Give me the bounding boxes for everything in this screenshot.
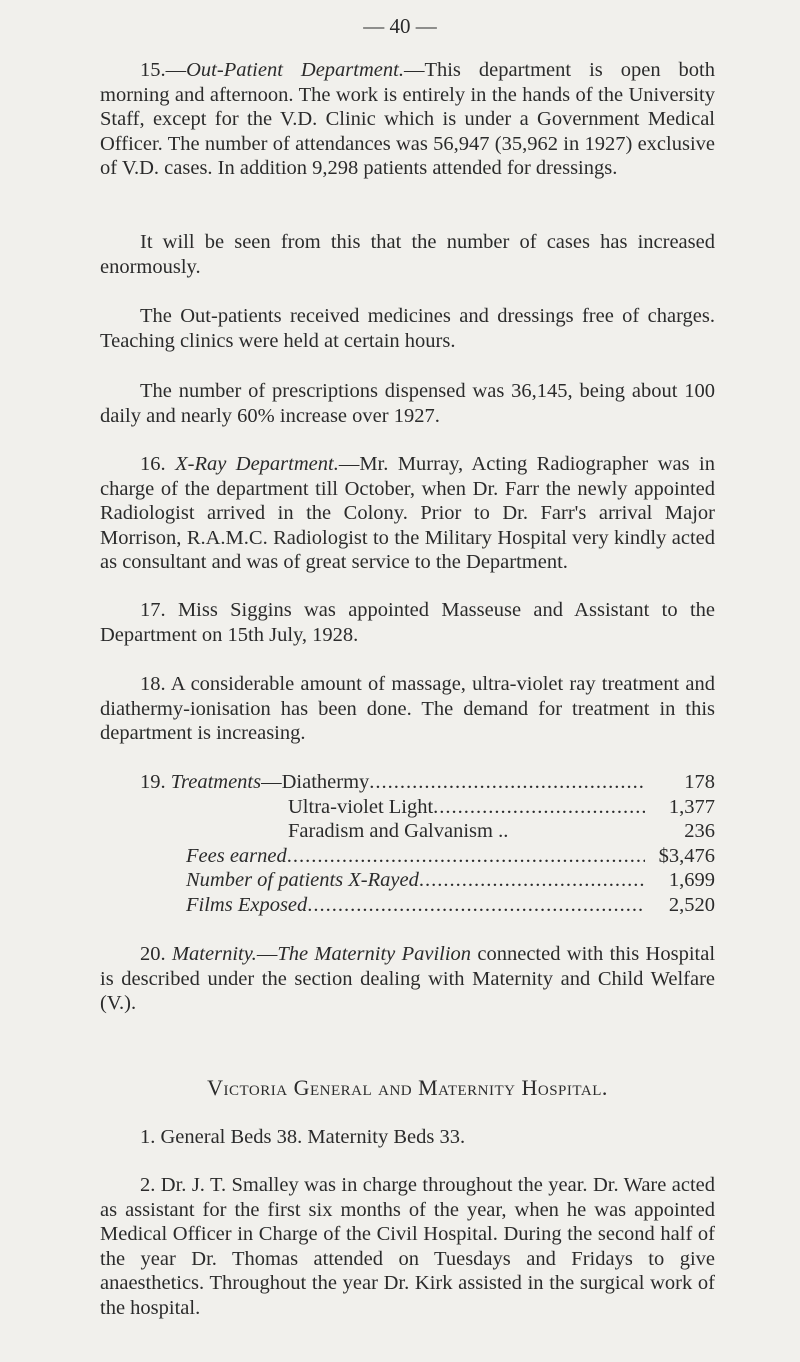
patients-value: 1,699 xyxy=(668,869,715,891)
leader-dots xyxy=(307,893,645,918)
treatment-label: Ultra-violet Light xyxy=(288,795,434,818)
paragraph-prescriptions-text: The number of prescriptions dispensed was 36,145, being about 100 daily and nearly 60% increase over 1927. xyxy=(100,380,715,427)
treatments-title: Treatments xyxy=(170,771,262,793)
fees-value: $3,476 xyxy=(658,844,715,867)
section-17 xyxy=(100,598,715,647)
films-label: Films Exposed xyxy=(186,893,308,916)
section-16-paragraph xyxy=(100,452,715,575)
paragraph-increase-text: It will be seen from this that the number of cases has increased enormously. xyxy=(100,231,715,278)
paragraph-prescriptions xyxy=(100,379,715,428)
victoria-item-1-text: 1. General Beds 38. Maternity Beds 33. xyxy=(140,1126,466,1148)
section-15-title: Out-Patient Department. xyxy=(186,59,404,81)
leader-dots xyxy=(419,868,645,893)
treatment-row xyxy=(100,819,715,844)
section-20 xyxy=(100,942,715,1016)
treatment-row xyxy=(100,770,715,795)
section-15-paragraph xyxy=(100,58,715,181)
fees-label: Fees earned xyxy=(186,844,287,867)
treatment-label: Faradism and Galvanism .. xyxy=(288,820,509,842)
leader-dots xyxy=(287,844,645,869)
section-17-text: 17. Miss Siggins was appointed Masseuse and Assistant to the Department on 15th July, 1928. xyxy=(100,599,715,646)
section-15-text: —This department is open both morning and afternoon. The work is entirely in the hands of the University Staff, except for the V.D. Clinic which is under a Government Medical Officer. The number of attendances was 56,947 (35,962 in 1927) exclusive of V.D. cases. In addition 9,298 patients attended for dressings. xyxy=(100,59,716,179)
treatment-value: 236 xyxy=(684,820,715,842)
paragraph-medicines xyxy=(100,304,715,353)
section-18-text: 18. A considerable amount of massage, ultra-violet ray treatment and diathermy-ionisation has been done. The demand for treatment in this department is increasing. xyxy=(100,673,715,744)
section-20-text: connected with this Hospital is described under the section dealing with Maternity and Child Welfare (V.). xyxy=(100,943,716,1014)
section-20-dash: — xyxy=(256,943,278,965)
section-19-number: 19. xyxy=(140,771,171,793)
section-20-title: Maternity. xyxy=(171,943,257,965)
victoria-item-1 xyxy=(100,1125,715,1150)
patients-row xyxy=(100,868,715,893)
treatment-row xyxy=(100,795,715,820)
section-16-number: 16. xyxy=(140,453,176,475)
section-15 xyxy=(100,58,715,181)
paragraph-medicines-text: The Out-patients received medicines and dressings free of charges. Teaching clinics were held at certain hours. xyxy=(100,305,715,352)
section-18 xyxy=(100,672,715,746)
section-15-number: 15.— xyxy=(140,59,187,81)
section-19-treatments xyxy=(100,770,715,917)
section-16-title: X-Ray Department. xyxy=(175,453,339,475)
section-20-paragraph xyxy=(100,942,715,1016)
page-number: — 40 — xyxy=(363,14,437,38)
paragraph-increase xyxy=(100,230,715,279)
patients-label: Number of patients X-Rayed xyxy=(186,869,419,891)
section-16 xyxy=(100,452,715,575)
treatments-dash: — xyxy=(261,771,282,793)
treatment-label: Diathermy xyxy=(281,771,370,793)
section-16-text: —Mr. Murray, Acting Radiographer was in charge of the department till October, when Dr. Farr the newly appointed Radiologist arrived in the Colony. Prior to Dr. Farr's arrival Major Morrison, R.A.M.C. Radiologist to the Military Hospital very kindly acted as consultant and was of great service to the Department. xyxy=(100,453,715,573)
hospital-heading: Victoria General and Maternity Hospital. xyxy=(207,1075,608,1100)
treatment-value: 1,377 xyxy=(668,795,715,818)
section-20-subtitle: The Maternity Pavilion xyxy=(277,943,472,965)
leader-dots xyxy=(369,770,645,795)
films-row xyxy=(100,893,715,918)
films-value: 2,520 xyxy=(668,893,715,916)
victoria-item-2-text: 2. Dr. J. T. Smalley was in charge throughout the year. Dr. Ware acted as assistant for the first six months of the year, when he was appointed Medical Officer in Charge of the Civil Hospital. During the second half of the year Dr. Thomas attended on Tuesdays and Fridays to give anaesthetics. Throughout the year Dr. Kirk assisted in the surgical work of the hospital. xyxy=(100,1174,715,1319)
fees-row xyxy=(100,844,715,869)
leader-dots xyxy=(433,795,645,820)
treatment-value: 178 xyxy=(684,771,715,793)
victoria-item-2 xyxy=(100,1173,715,1320)
section-20-number: 20. xyxy=(140,943,172,965)
